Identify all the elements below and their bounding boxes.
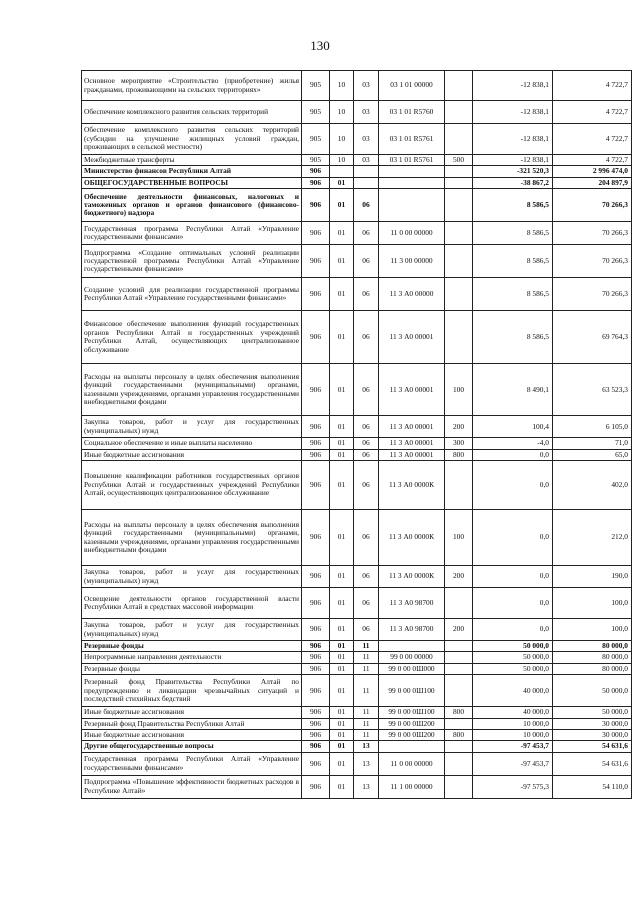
grbs-code-cell: 906 xyxy=(302,311,330,364)
target-article-cell: 11 3 А0 0000К xyxy=(379,461,445,510)
target-article-cell: 99 0 00 0Ш000 xyxy=(379,663,445,674)
section-code-cell: 01 xyxy=(330,752,354,775)
expense-type-cell xyxy=(445,652,473,663)
target-article-cell: 11 3 А0 98700 xyxy=(379,588,445,619)
section-code-cell: 01 xyxy=(330,222,354,245)
amount-total-cell: 70 266,3 xyxy=(553,222,632,245)
amount-total-cell: 50 000,0 xyxy=(553,675,632,707)
table-row xyxy=(82,461,632,510)
amount-total-cell: 70 266,3 xyxy=(553,278,632,311)
amount-total-cell: 4 722,7 xyxy=(553,155,632,166)
amount-total-cell: 71,0 xyxy=(553,438,632,449)
table-row xyxy=(82,177,632,188)
expense-type-cell xyxy=(445,71,473,101)
target-article-cell: 03 1 01 R5760 xyxy=(379,101,445,124)
grbs-code-cell: 905 xyxy=(302,124,330,155)
expense-type-cell xyxy=(445,775,473,798)
amount-total-cell: 70 266,3 xyxy=(553,245,632,278)
grbs-code-cell: 905 xyxy=(302,101,330,124)
amount-change-cell: 50 000,0 xyxy=(473,652,553,663)
amount-total-cell: 54 631,6 xyxy=(553,752,632,775)
section-code-cell: 01 xyxy=(330,619,354,641)
expense-type-cell xyxy=(445,663,473,674)
amount-change-cell: 8 586,5 xyxy=(473,245,553,278)
target-article-cell: 03 1 01 00000 xyxy=(379,71,445,101)
section-code-cell: 01 xyxy=(330,177,354,188)
table-row xyxy=(82,189,632,222)
budget-table xyxy=(81,70,632,799)
page-number: 130 xyxy=(310,38,330,53)
table-row xyxy=(82,222,632,245)
target-article-cell: 11 3 А0 00001 xyxy=(379,438,445,449)
amount-change-cell: 8 586,5 xyxy=(473,278,553,311)
row-name-cell: Закупка товаров, работ и услуг для государственных (муниципальных) нужд xyxy=(82,416,302,438)
subsection-code-cell: 03 xyxy=(354,101,379,124)
subsection-code-cell: 11 xyxy=(354,675,379,707)
target-article-cell: 11 3 А0 98700 xyxy=(379,619,445,641)
subsection-code-cell: 11 xyxy=(354,718,379,729)
amount-change-cell: 0,0 xyxy=(473,510,553,566)
grbs-code-cell: 906 xyxy=(302,718,330,729)
grbs-code-cell: 906 xyxy=(302,566,330,588)
grbs-code-cell: 905 xyxy=(302,71,330,101)
section-code-cell: 01 xyxy=(330,510,354,566)
table-row xyxy=(82,364,632,416)
expense-type-cell: 100 xyxy=(445,510,473,566)
target-article-cell: 99 0 00 0Ш100 xyxy=(379,707,445,718)
amount-total-cell: 63 523,3 xyxy=(553,364,632,416)
section-code-cell: 01 xyxy=(330,438,354,449)
target-article-cell xyxy=(379,177,445,188)
amount-change-cell: -12 838,1 xyxy=(473,101,553,124)
expense-type-cell xyxy=(445,177,473,188)
section-code-cell xyxy=(330,166,354,177)
grbs-code-cell: 906 xyxy=(302,222,330,245)
target-article-cell xyxy=(379,741,445,752)
subsection-code-cell: 06 xyxy=(354,364,379,416)
expense-type-cell: 800 xyxy=(445,730,473,741)
table-row xyxy=(82,588,632,619)
section-code-cell: 01 xyxy=(330,449,354,460)
row-name-cell: Министерство финансов Республики Алтай xyxy=(82,166,302,177)
row-name-cell: Повышение квалификации работников государственных органов Республики Алтай и государственных учреждений Республики Алтай, осуществляющих централизованное обслуживание xyxy=(82,461,302,510)
grbs-code-cell: 906 xyxy=(302,707,330,718)
target-article-cell: 03 1 01 R5761 xyxy=(379,155,445,166)
amount-change-cell: 0,0 xyxy=(473,461,553,510)
grbs-code-cell: 906 xyxy=(302,245,330,278)
expense-type-cell: 200 xyxy=(445,566,473,588)
section-code-cell: 01 xyxy=(330,652,354,663)
expense-type-cell xyxy=(445,641,473,652)
amount-change-cell: 8 490,1 xyxy=(473,364,553,416)
section-code-cell: 01 xyxy=(330,588,354,619)
table-row xyxy=(82,718,632,729)
grbs-code-cell: 906 xyxy=(302,189,330,222)
table-row xyxy=(82,741,632,752)
section-code-cell: 01 xyxy=(330,775,354,798)
amount-total-cell: 6 105,0 xyxy=(553,416,632,438)
table-row xyxy=(82,416,632,438)
amount-change-cell: 50 000,0 xyxy=(473,641,553,652)
subsection-code-cell: 06 xyxy=(354,566,379,588)
target-article-cell: 03 1 01 R5761 xyxy=(379,124,445,155)
grbs-code-cell: 906 xyxy=(302,775,330,798)
subsection-code-cell: 06 xyxy=(354,416,379,438)
subsection-code-cell: 11 xyxy=(354,707,379,718)
target-article-cell: 11 1 00 00000 xyxy=(379,775,445,798)
amount-change-cell: 40 000,0 xyxy=(473,707,553,718)
section-code-cell: 01 xyxy=(330,566,354,588)
target-article-cell xyxy=(379,189,445,222)
row-name-cell: Резервные фонды xyxy=(82,663,302,674)
amount-change-cell: -12 838,1 xyxy=(473,124,553,155)
amount-total-cell: 4 722,7 xyxy=(553,101,632,124)
amount-change-cell: -12 838,1 xyxy=(473,155,553,166)
amount-change-cell: 50 000,0 xyxy=(473,663,553,674)
target-article-cell: 11 3 А0 00000 xyxy=(379,278,445,311)
section-code-cell: 01 xyxy=(330,718,354,729)
expense-type-cell: 100 xyxy=(445,364,473,416)
row-name-cell: ОБЩЕГОСУДАРСТВЕННЫЕ ВОПРОСЫ xyxy=(82,177,302,188)
row-name-cell: Подпрограмма «Создание оптимальных условий реализации государственной программы Республики Алтай «Управление государственными финансами» xyxy=(82,245,302,278)
section-code-cell: 01 xyxy=(330,416,354,438)
expense-type-cell xyxy=(445,278,473,311)
amount-total-cell: 100,0 xyxy=(553,619,632,641)
table-row xyxy=(82,641,632,652)
grbs-code-cell: 906 xyxy=(302,278,330,311)
subsection-code-cell: 06 xyxy=(354,245,379,278)
target-article-cell: 11 3 А0 00001 xyxy=(379,416,445,438)
amount-total-cell: 69 764,3 xyxy=(553,311,632,364)
target-article-cell: 99 0 00 0Ш200 xyxy=(379,730,445,741)
subsection-code-cell: 06 xyxy=(354,588,379,619)
section-code-cell: 01 xyxy=(330,278,354,311)
expense-type-cell: 800 xyxy=(445,707,473,718)
target-article-cell: 99 0 00 00000 xyxy=(379,652,445,663)
table-row xyxy=(82,101,632,124)
amount-total-cell: 65,0 xyxy=(553,449,632,460)
subsection-code-cell: 03 xyxy=(354,124,379,155)
section-code-cell: 01 xyxy=(330,189,354,222)
row-name-cell: Государственная программа Республики Алтай «Управление государственными финансами» xyxy=(82,752,302,775)
subsection-code-cell: 13 xyxy=(354,752,379,775)
table-row xyxy=(82,510,632,566)
subsection-code-cell: 06 xyxy=(354,510,379,566)
grbs-code-cell: 906 xyxy=(302,663,330,674)
subsection-code-cell: 11 xyxy=(354,730,379,741)
subsection-code-cell: 11 xyxy=(354,641,379,652)
table-row xyxy=(82,166,632,177)
row-name-cell: Обеспечение деятельности финансовых, налоговых и таможенных органов и органов финансового (финансово-бюджетного) надзора xyxy=(82,189,302,222)
expense-type-cell xyxy=(445,752,473,775)
row-name-cell: Резервные фонды xyxy=(82,641,302,652)
row-name-cell: Межбюджетные трансферты xyxy=(82,155,302,166)
target-article-cell: 11 3 А0 0000К xyxy=(379,566,445,588)
row-name-cell: Закупка товаров, работ и услуг для государственных (муниципальных) нужд xyxy=(82,619,302,641)
row-name-cell: Создание условий для реализации государственной программы Республики Алтай «Управление государственными финансами» xyxy=(82,278,302,311)
table-row xyxy=(82,652,632,663)
grbs-code-cell: 906 xyxy=(302,730,330,741)
expense-type-cell xyxy=(445,741,473,752)
row-name-cell: Иные бюджетные ассигнования xyxy=(82,730,302,741)
amount-total-cell: 30 000,0 xyxy=(553,730,632,741)
table-row xyxy=(82,278,632,311)
section-code-cell: 01 xyxy=(330,707,354,718)
target-article-cell: 99 0 00 0Ш200 xyxy=(379,718,445,729)
expense-type-cell: 200 xyxy=(445,619,473,641)
amount-total-cell: 70 266,3 xyxy=(553,189,632,222)
subsection-code-cell: 11 xyxy=(354,652,379,663)
grbs-code-cell: 906 xyxy=(302,652,330,663)
table-row xyxy=(82,752,632,775)
expense-type-cell: 300 xyxy=(445,438,473,449)
amount-change-cell: 0,0 xyxy=(473,588,553,619)
grbs-code-cell: 906 xyxy=(302,510,330,566)
target-article-cell: 11 3 А0 00001 xyxy=(379,311,445,364)
table-row xyxy=(82,566,632,588)
amount-change-cell: -12 838,1 xyxy=(473,71,553,101)
amount-total-cell: 54 631,6 xyxy=(553,741,632,752)
amount-total-cell: 30 000,0 xyxy=(553,718,632,729)
section-code-cell: 10 xyxy=(330,124,354,155)
subsection-code-cell xyxy=(354,177,379,188)
amount-change-cell: 10 000,0 xyxy=(473,718,553,729)
row-name-cell: Иные бюджетные ассигнования xyxy=(82,707,302,718)
table-row xyxy=(82,311,632,364)
expense-type-cell xyxy=(445,101,473,124)
grbs-code-cell: 906 xyxy=(302,416,330,438)
amount-total-cell: 2 996 474,0 xyxy=(553,166,632,177)
expense-type-cell: 500 xyxy=(445,155,473,166)
table-row xyxy=(82,675,632,707)
amount-change-cell: -38 867,2 xyxy=(473,177,553,188)
amount-change-cell: 0,0 xyxy=(473,449,553,460)
amount-change-cell: 8 586,5 xyxy=(473,311,553,364)
budget-table-body xyxy=(82,71,632,799)
table-row xyxy=(82,619,632,641)
section-code-cell: 10 xyxy=(330,155,354,166)
subsection-code-cell: 03 xyxy=(354,71,379,101)
grbs-code-cell: 906 xyxy=(302,364,330,416)
row-name-cell: Непрограммные направления деятельности xyxy=(82,652,302,663)
section-code-cell: 01 xyxy=(330,675,354,707)
row-name-cell: Резервный фонд Правительства Республики Алтай xyxy=(82,718,302,729)
amount-total-cell: 80 000,0 xyxy=(553,663,632,674)
table-row xyxy=(82,438,632,449)
expense-type-cell xyxy=(445,588,473,619)
section-code-cell: 01 xyxy=(330,311,354,364)
section-code-cell: 01 xyxy=(330,730,354,741)
subsection-code-cell: 13 xyxy=(354,741,379,752)
table-row xyxy=(82,155,632,166)
expense-type-cell xyxy=(445,461,473,510)
row-name-cell: Финансовое обеспечение выполнения функций государственных органов Республики Алтай и государственных учреждений Республики Алтай, осуществляющих централизованное обслуживание xyxy=(82,311,302,364)
subsection-code-cell: 06 xyxy=(354,461,379,510)
grbs-code-cell: 906 xyxy=(302,461,330,510)
amount-total-cell: 80 000,0 xyxy=(553,641,632,652)
section-code-cell: 01 xyxy=(330,461,354,510)
table-row xyxy=(82,663,632,674)
subsection-code-cell: 06 xyxy=(354,189,379,222)
row-name-cell: Обеспечение комплексного развития сельских территорий xyxy=(82,101,302,124)
target-article-cell: 11 3 А0 0000К xyxy=(379,510,445,566)
amount-total-cell: 204 897,9 xyxy=(553,177,632,188)
row-name-cell: Другие общегосударственные вопросы xyxy=(82,741,302,752)
expense-type-cell xyxy=(445,675,473,707)
section-code-cell: 01 xyxy=(330,364,354,416)
amount-total-cell: 402,0 xyxy=(553,461,632,510)
expense-type-cell xyxy=(445,245,473,278)
amount-change-cell: -97 453,7 xyxy=(473,741,553,752)
subsection-code-cell: 13 xyxy=(354,775,379,798)
subsection-code-cell: 06 xyxy=(354,449,379,460)
expense-type-cell xyxy=(445,718,473,729)
amount-total-cell: 100,0 xyxy=(553,588,632,619)
amount-change-cell: 8 586,5 xyxy=(473,222,553,245)
row-name-cell: Государственная программа Республики Алтай «Управление государственными финансами» xyxy=(82,222,302,245)
subsection-code-cell: 11 xyxy=(354,663,379,674)
table-row xyxy=(82,707,632,718)
table-row xyxy=(82,245,632,278)
expense-type-cell xyxy=(445,222,473,245)
row-name-cell: Расходы на выплаты персоналу в целях обеспечения выполнения функций государственными (муниципальными) органами, казенными учреждениями, органами управления государственными внебюджетными фондами xyxy=(82,510,302,566)
section-code-cell: 01 xyxy=(330,663,354,674)
section-code-cell: 10 xyxy=(330,101,354,124)
amount-total-cell: 190,0 xyxy=(553,566,632,588)
row-name-cell: Закупка товаров, работ и услуг для государственных (муниципальных) нужд xyxy=(82,566,302,588)
row-name-cell: Обеспечение комплексного развития сельских территорий (субсидии на улучшение жилищных условий граждан, проживающих в сельской местности) xyxy=(82,124,302,155)
amount-change-cell: 10 000,0 xyxy=(473,730,553,741)
section-code-cell: 01 xyxy=(330,741,354,752)
grbs-code-cell: 906 xyxy=(302,641,330,652)
target-article-cell: 11 3 00 00000 xyxy=(379,245,445,278)
grbs-code-cell: 906 xyxy=(302,449,330,460)
amount-total-cell: 50 000,0 xyxy=(553,707,632,718)
table-row xyxy=(82,71,632,101)
row-name-cell: Основное мероприятие «Строительство (приобретение) жилья гражданами, проживающими на сельских территориях» xyxy=(82,71,302,101)
row-name-cell: Освещение деятельности органов государственной власти Республики Алтай в средствах массовой информации xyxy=(82,588,302,619)
subsection-code-cell: 06 xyxy=(354,438,379,449)
grbs-code-cell: 906 xyxy=(302,741,330,752)
expense-type-cell xyxy=(445,189,473,222)
table-row xyxy=(82,124,632,155)
subsection-code-cell xyxy=(354,166,379,177)
expense-type-cell xyxy=(445,311,473,364)
expense-type-cell: 200 xyxy=(445,416,473,438)
section-code-cell: 01 xyxy=(330,641,354,652)
amount-total-cell: 4 722,7 xyxy=(553,71,632,101)
amount-change-cell: -97 453,7 xyxy=(473,752,553,775)
target-article-cell: 11 3 А0 00001 xyxy=(379,449,445,460)
row-name-cell: Расходы на выплаты персоналу в целях обеспечения выполнения функций государственными (муниципальными) органами, казенными учреждениями, органами управления государственными внебюджетными фондами xyxy=(82,364,302,416)
amount-total-cell: 212,0 xyxy=(553,510,632,566)
amount-change-cell: 40 000,0 xyxy=(473,675,553,707)
row-name-cell: Социальное обеспечение и иные выплаты населению xyxy=(82,438,302,449)
target-article-cell: 11 0 00 00000 xyxy=(379,752,445,775)
amount-change-cell: -321 520,3 xyxy=(473,166,553,177)
target-article-cell xyxy=(379,166,445,177)
amount-total-cell: 4 722,7 xyxy=(553,124,632,155)
amount-change-cell: 0,0 xyxy=(473,619,553,641)
subsection-code-cell: 03 xyxy=(354,155,379,166)
amount-change-cell: -97 575,3 xyxy=(473,775,553,798)
amount-change-cell: -4,0 xyxy=(473,438,553,449)
expense-type-cell: 800 xyxy=(445,449,473,460)
grbs-code-cell: 906 xyxy=(302,752,330,775)
row-name-cell: Резервный фонд Правительства Республики Алтай по предупреждению и ликвидации чрезвычайных ситуаций и последствий стихийных бедствий xyxy=(82,675,302,707)
expense-type-cell xyxy=(445,166,473,177)
target-article-cell: 11 3 А0 00001 xyxy=(379,364,445,416)
grbs-code-cell: 906 xyxy=(302,166,330,177)
grbs-code-cell: 905 xyxy=(302,155,330,166)
amount-change-cell: 8 586,5 xyxy=(473,189,553,222)
table-row xyxy=(82,775,632,798)
row-name-cell: Подпрограмма «Повышение эффективности бюджетных расходов в Республике Алтай» xyxy=(82,775,302,798)
row-name-cell: Иные бюджетные ассигнования xyxy=(82,449,302,460)
target-article-cell: 99 0 00 0Ш100 xyxy=(379,675,445,707)
subsection-code-cell: 06 xyxy=(354,278,379,311)
grbs-code-cell: 906 xyxy=(302,177,330,188)
grbs-code-cell: 906 xyxy=(302,619,330,641)
table-row xyxy=(82,449,632,460)
target-article-cell: 11 0 00 00000 xyxy=(379,222,445,245)
subsection-code-cell: 06 xyxy=(354,222,379,245)
grbs-code-cell: 906 xyxy=(302,675,330,707)
table-row xyxy=(82,730,632,741)
target-article-cell xyxy=(379,641,445,652)
amount-total-cell: 80 000,0 xyxy=(553,652,632,663)
subsection-code-cell: 06 xyxy=(354,311,379,364)
amount-change-cell: 100,4 xyxy=(473,416,553,438)
grbs-code-cell: 906 xyxy=(302,588,330,619)
expense-type-cell xyxy=(445,124,473,155)
amount-change-cell: 0,0 xyxy=(473,566,553,588)
grbs-code-cell: 906 xyxy=(302,438,330,449)
amount-total-cell: 54 110,0 xyxy=(553,775,632,798)
section-code-cell: 10 xyxy=(330,71,354,101)
section-code-cell: 01 xyxy=(330,245,354,278)
subsection-code-cell: 06 xyxy=(354,619,379,641)
